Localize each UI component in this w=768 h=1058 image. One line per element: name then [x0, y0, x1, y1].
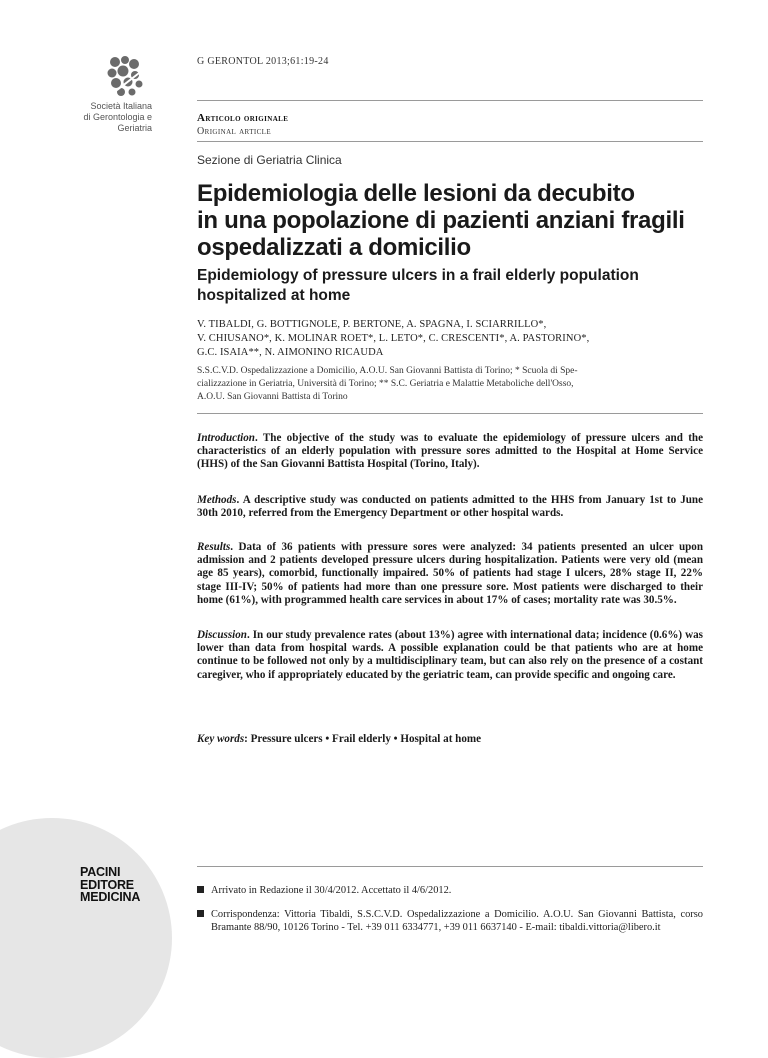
society-logo-icon	[101, 54, 149, 100]
abstract-discussion: Discussion. In our study prevalence rates (about 13%) agree with international data; incidence (0.6%) was lower than data from hospital wards. A possible explanation could be that patients who are at home continue to be followed not only by a multidisciplinary team, but can also rely on the presence of a costant caregiver, who if appropriately educated by the geriatric team, can provide specific and ongoing care.	[197, 629, 703, 681]
abstract-introduction-text: The objective of the study was to evaluate the epidemiology of pressure ulcers and the characteristics of an elderly population with pressure sores admitted to the Hospital at Home Service (HHS) of the San Giovanni Battista Hospital (Torino, Italy).	[197, 432, 703, 471]
journal-citation: G GERONTOL 2013;61:19-24	[197, 56, 329, 67]
correspondence-note: Corrispondenza: Vittoria Tibaldi, S.S.C.V.D. Ospedalizzazione a Domicilio. A.O.U. San Giovanni Battista, corso Bramante 88/90, 10126 Torino - Tel. +39 011 6334771, +39 011 6637140 - E-mail: tibaldi.vittoria@libero.it	[197, 908, 703, 934]
publisher-badge	[0, 818, 172, 1058]
square-bullet-icon	[197, 910, 204, 917]
title-italian: Epidemiologia delle lesioni da decubito in una popolazione di pazienti anziani fragili ospedalizzati a domicilio	[197, 180, 685, 261]
abstract-discussion-label: Discussion	[197, 629, 247, 641]
author-list: V. TIBALDI, G. BOTTIGNOLE, P. BERTONE, A. SPAGNA, I. SCIARRILLO*, V. CHIUSANO*, K. MOLINAR ROET*, L. LETO*, C. CRESCENTI*, A. PASTORINO*, G.C. ISAIA**, N. AIMONINO RICAUDA	[197, 319, 590, 358]
keywords-label: Key words	[197, 733, 245, 745]
abstract-results: Results. Data of 36 patients with pressure sores were analyzed: 34 patients presented an ulcer upon admission and 2 patients developed pressure ulcers during hospitalization. Patients were very old (mean age 85 years), comorbid, functionally impaired. 50% of patients had stage I ulcers, 28% stage II, 22% stage III-IV; 50% of patients had more than one pressure sore. Most patients were discharged to their home (61%), with programmed health care services in about 17% of cases; mortality rate was 30.5%.	[197, 541, 704, 606]
society-name: Società Italiana di Gerontologia e Geriatria	[83, 101, 152, 133]
affiliations: S.S.C.V.D. Ospedalizzazione a Domicilio, A.O.U. San Giovanni Battista di Torino; * Scuola di Spe- cializzazione in Geriatria, Università di Torino; ** S.C. Geriatria e Malattie Metaboliche dell'Osso, A.O.U. San Giovanni Battista di Torino	[197, 366, 578, 402]
title-english: Epidemiology of pressure ulcers in a frail elderly population hospitalized at home	[197, 267, 639, 304]
abstract-results-text: Data of 36 patients with pressure sores were analyzed: 34 patients presented an ulcer upon admission and 2 patients developed pressure ulcers during hospitalization. Patients were very old (mean age 85 years), comorbid, functionally impaired. 50% of patients had stage I ulcers, 28% stage II, 22% stage III-IV; 50% of patients had more than one pressure sore. Most patients were discharged to their home (61%), with programmed health care services in about 17% of cases; mortality rate was 30.5%.	[197, 541, 704, 606]
article-type-en: Original article	[197, 126, 272, 137]
abstract-methods-text: A descriptive study was conducted on patients admitted to the HHS from January 1st to June 30th 2010, referred from the Emergency Department or other hospital wards.	[197, 494, 704, 520]
abstract-introduction: Introduction. The objective of the study was to evaluate the epidemiology of pressure ulcers and the characteristics of an elderly population with pressure sores admitted to the Hospital at Home Service (HHS) of the San Giovanni Battista Hospital (Torino, Italy).	[197, 432, 703, 471]
header-rule	[197, 100, 703, 101]
abstract-discussion-text: In our study prevalence rates (about 13%) agree with international data; incidence (0.6%) was lower than data from hospital wards. A possible explanation could be that patients who are at home continue to be followed not only by a multidisciplinary team, but can also rely on the presence of a costant caregiver, who if appropriately educated by the geriatric team, can provide specific and ongoing care.	[197, 629, 703, 681]
keywords-text: Pressure ulcers • Frail elderly • Hospital at home	[250, 733, 482, 745]
section-rule	[197, 141, 703, 142]
abstract-methods-label: Methods	[197, 494, 237, 506]
society-logo	[90, 54, 160, 100]
abstract-methods: Methods. A descriptive study was conducted on patients admitted to the HHS from January 1st to June 30th 2010, referred from the Emergency Department or other hospital wards.	[197, 494, 704, 520]
article-type-it: Articolo originale	[197, 112, 289, 124]
abstract-introduction-label: Introduction	[197, 432, 255, 444]
received-note: Arrivato in Redazione il 30/4/2012. Accettato il 4/6/2012.	[197, 884, 703, 897]
notes-rule	[197, 866, 703, 867]
abstract-rule	[197, 413, 703, 414]
square-bullet-icon	[197, 886, 204, 893]
section-name: Sezione di Geriatria Clinica	[197, 153, 342, 167]
abstract-results-label: Results	[197, 541, 231, 553]
keywords: Key words: Pressure ulcers • Frail elderly • Hospital at home	[197, 733, 482, 745]
publisher-name: PACINI EDITORE MEDICINA	[80, 865, 141, 904]
